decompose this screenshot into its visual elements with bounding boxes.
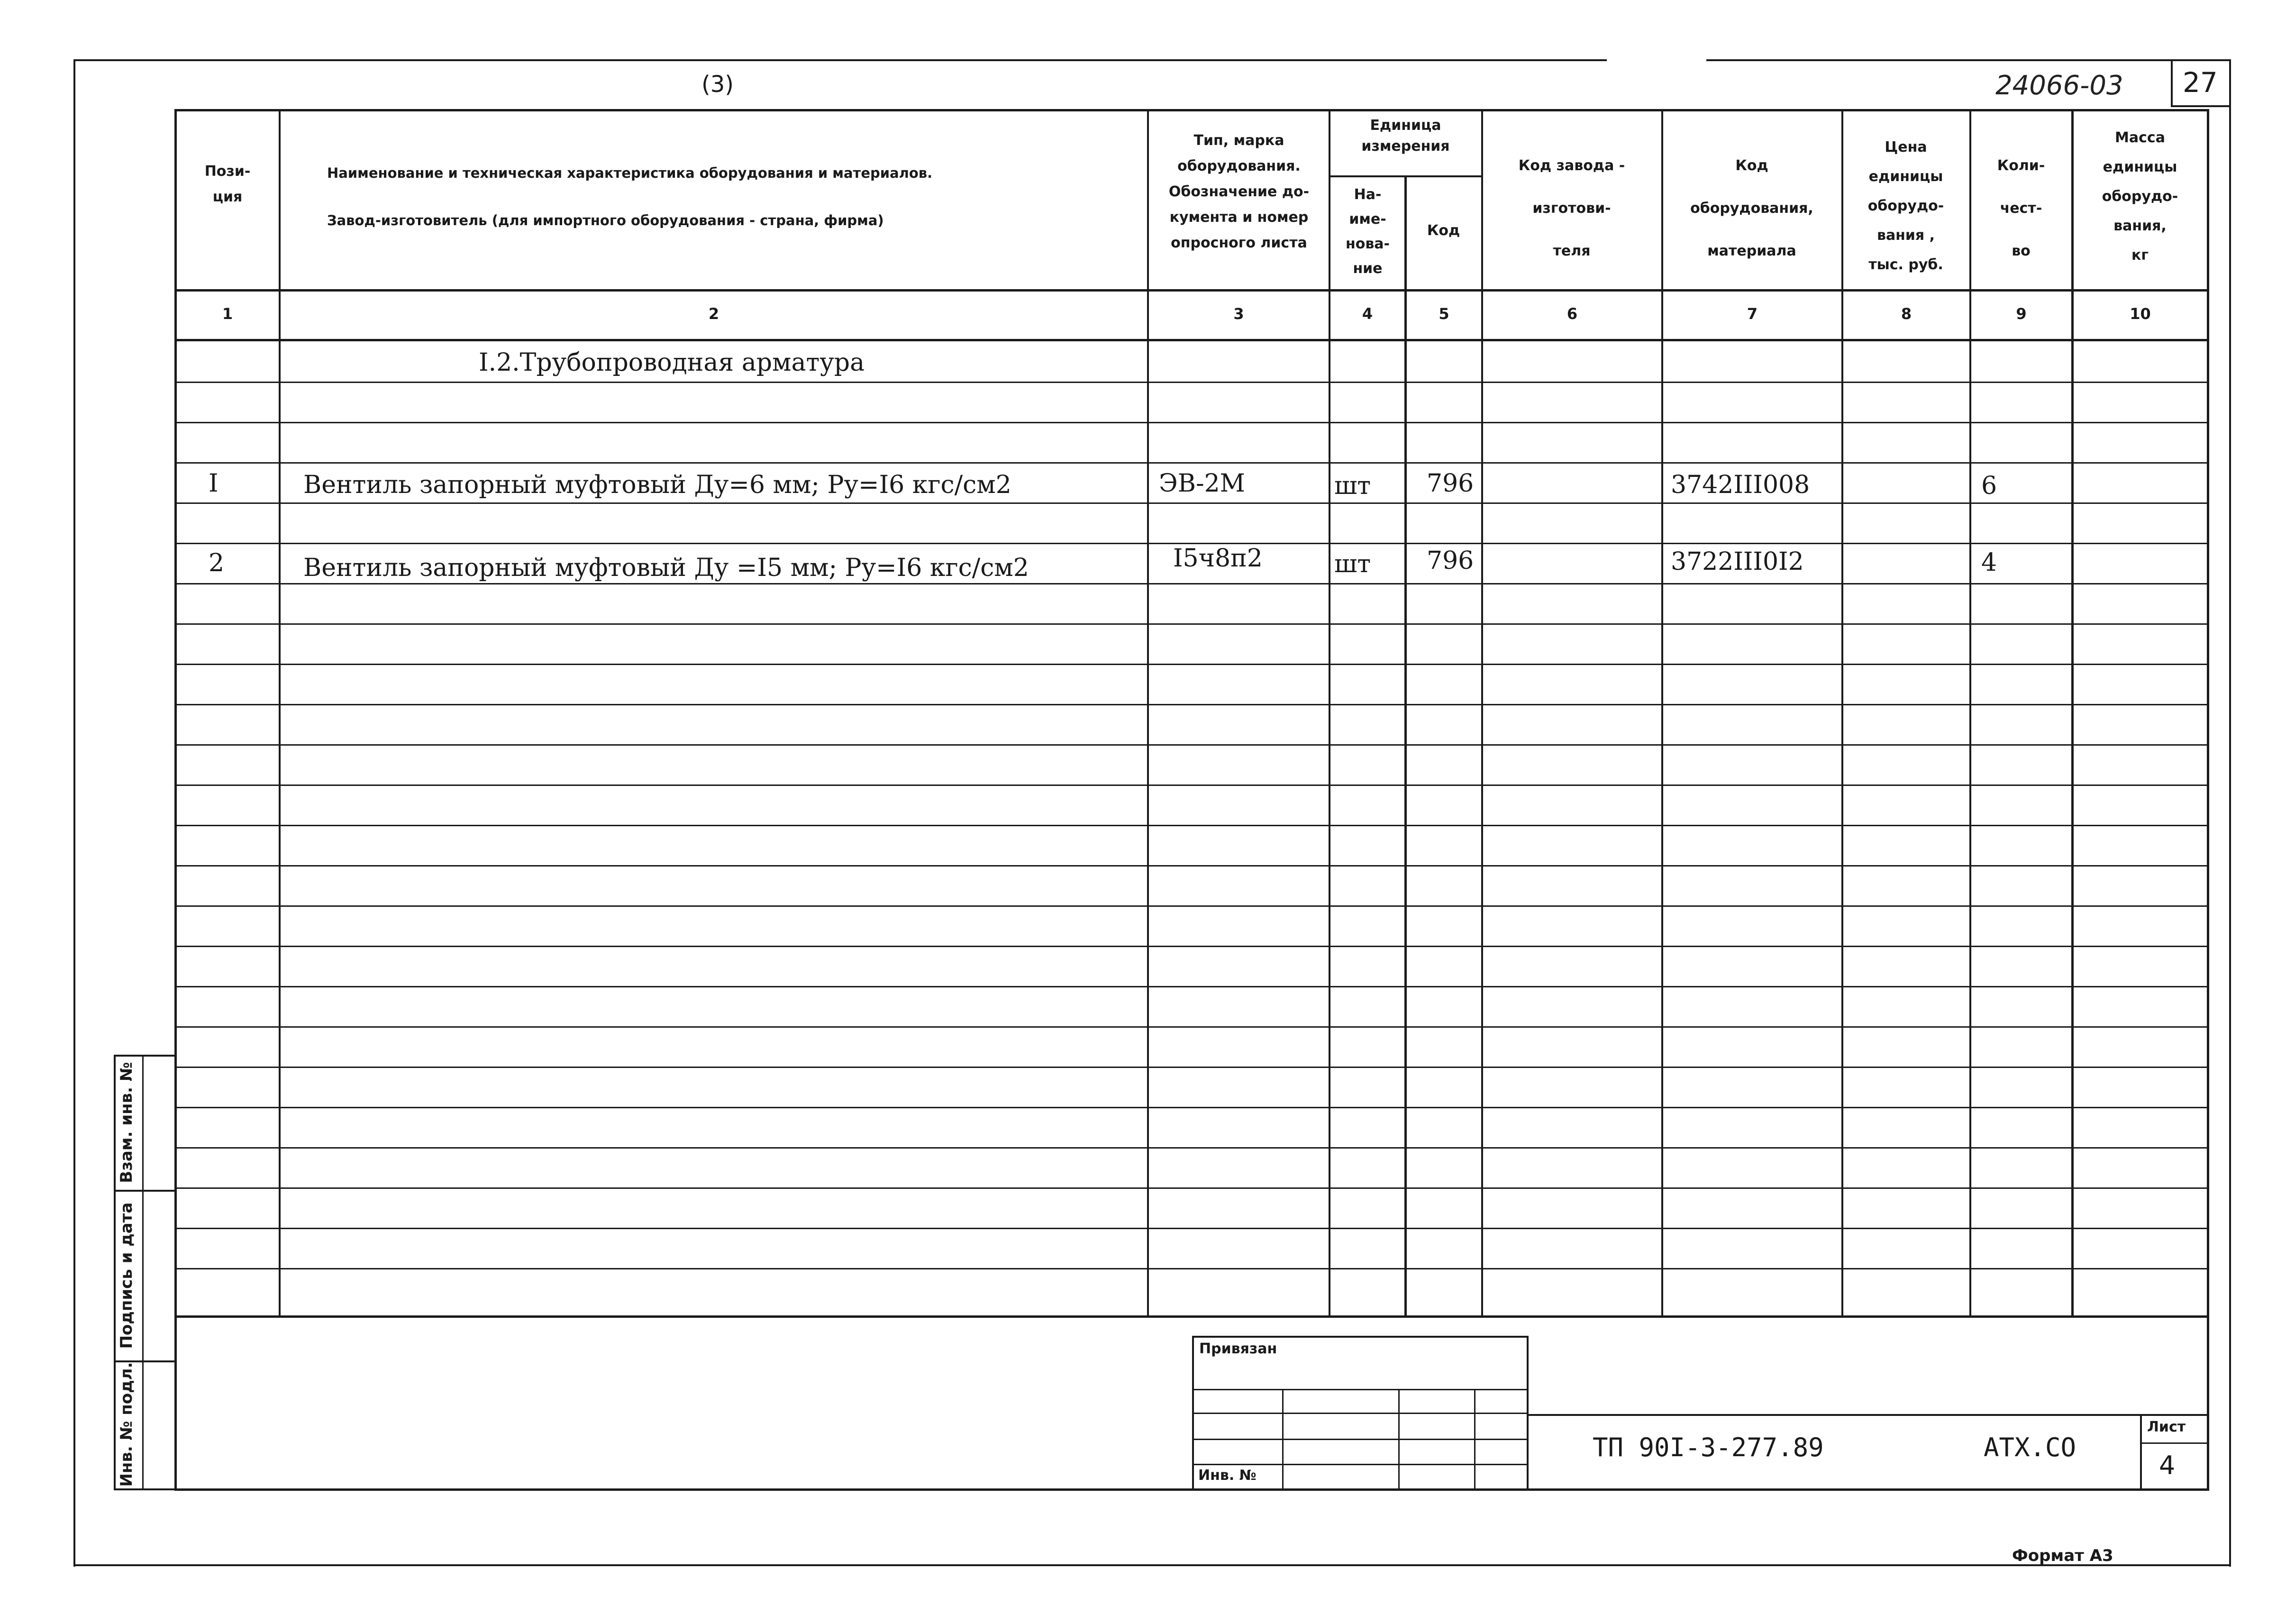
table-row-line (176, 1026, 2207, 1028)
header-maker-code: Код завода - изготови- теля (1518, 157, 1625, 259)
row-1-qty: 6 (1981, 472, 1997, 500)
col-number: 7 (1747, 305, 1758, 323)
table-row-line (176, 1107, 2207, 1108)
row-1-unit: шт (1334, 472, 1371, 500)
row-2-unit: шт (1334, 550, 1371, 578)
handwritten-code: 24066-03 (1995, 70, 2123, 101)
row-2-qty: 4 (1981, 548, 1997, 577)
sheet-number: 4 (2159, 1451, 2176, 1480)
section-title: I.2.Трубопроводная арматура (479, 348, 865, 377)
col-number: 9 (2016, 305, 2027, 323)
col-number: 4 (1362, 305, 1373, 323)
table-row-line (176, 382, 2207, 383)
table-row-line (176, 1228, 2207, 1229)
row-2-unit-code: 796 (1427, 547, 1474, 575)
header-unit-name: На- име- нова- ние (1345, 186, 1390, 277)
row-2-code: 3722III0I2 (1671, 547, 1804, 576)
col-number: 5 (1439, 305, 1449, 323)
table-row-line (176, 785, 2207, 786)
row-2-type: I5ч8п2 (1173, 544, 1263, 573)
row-1-unit-code: 796 (1427, 469, 1474, 498)
title-block-privyazan: Привязан (1199, 1341, 1277, 1357)
header-mass: Масса единицы оборудо- вания, кг (2102, 129, 2178, 264)
stamp-original-inventory: Инв. № подл. (117, 1362, 136, 1487)
row-1-type: ЭВ-2М (1159, 469, 1245, 498)
table-row-line (176, 704, 2207, 705)
col-number: 8 (1901, 305, 1912, 323)
format-label: Формат А3 (2012, 1546, 2113, 1565)
table-row-line (176, 744, 2207, 746)
col-number: 2 (708, 305, 719, 323)
table-row-line (176, 905, 2207, 907)
col-number: 10 (2130, 305, 2151, 323)
table-row-line (176, 1147, 2207, 1149)
table-row-line (176, 502, 2207, 504)
corner-page-number: 27 (2183, 66, 2218, 99)
col-number: 6 (1566, 305, 1578, 323)
table-row-line (176, 865, 2207, 867)
table-row-line (176, 583, 2207, 584)
page-marker: (3) (701, 71, 734, 98)
table-row-line (176, 1067, 2207, 1068)
table-row-line (176, 664, 2207, 665)
col-number: 1 (222, 305, 233, 323)
row-1-code: 3742III008 (1671, 471, 1810, 499)
row-2-name: Вентиль запорный муфтовый Ду =I5 мм; Ру=I6 кгс/см2 (303, 554, 1029, 582)
title-block-inventory-no: Инв. № (1198, 1467, 1257, 1484)
table-row-line (176, 986, 2207, 987)
stamp-signature-date: Подпись и дата (117, 1202, 136, 1349)
col-number: 3 (1233, 305, 1244, 323)
row-1-name: Вентиль запорный муфтовый Ду=6 мм; Ру=I6 кгс/см2 (303, 471, 1011, 499)
header-equipment-code: Код оборудования, материала (1690, 157, 1813, 259)
table-row-line (176, 946, 2207, 947)
header-type: Тип, марка оборудования. Обозначение до- кумента и номер опросного листа (1168, 132, 1310, 251)
stamp-replacement-inventory: Взам. инв. № (117, 1062, 136, 1183)
row-2-position: 2 (209, 549, 225, 577)
header-quantity: Коли- чест- во (1997, 157, 2045, 259)
header-price: Цена единицы оборудо- вания , тыс. руб. (1867, 139, 1944, 273)
table-row-line (176, 825, 2207, 826)
table-row-line (176, 1187, 2207, 1189)
header-unit-group: Единица измерения (1361, 117, 1450, 155)
table-row-line (176, 623, 2207, 625)
document-mark: АТХ.СО (1984, 1432, 2076, 1462)
sheet-label: Лист (2147, 1419, 2186, 1435)
document-code: ТП 90I-3-277.89 (1593, 1432, 1824, 1462)
header-unit-code: Код (1427, 222, 1460, 239)
table-row-line (176, 422, 2207, 423)
header-name: Наименование и техническая характеристика оборудования и материалов. Завод-изготовитель (для импортного оборудования - страна, фирма) (327, 165, 933, 228)
table-row-line (176, 1268, 2207, 1269)
header-position: Пози- ция (204, 163, 251, 205)
table-row-line (176, 462, 2207, 464)
row-1-position: I (209, 469, 219, 498)
